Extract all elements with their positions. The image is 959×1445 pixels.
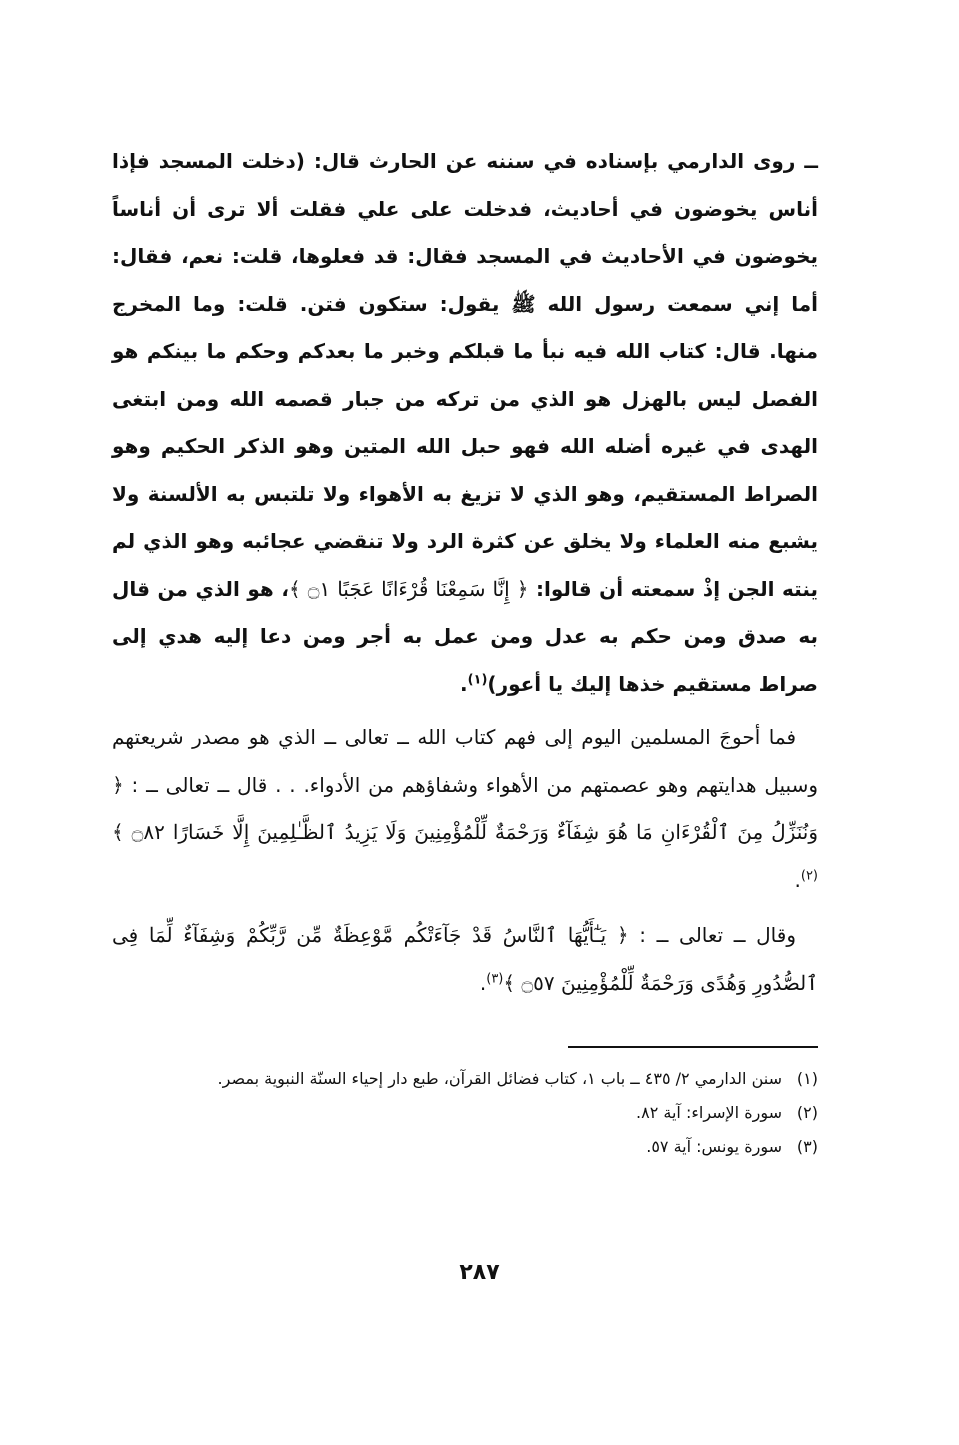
- page-number: ٢٨٧: [459, 1260, 500, 1285]
- quran-verse-isra: ﴿ وَنُنَزِّلُ مِنَ ٱلْقُرْءَانِ مَا هُوَ شِفَآءٌ وَرَحْمَةٌ لِّلْمُؤْمِنِينَ وَلَا يَزِيدُ ٱلظَّـٰلِمِينَ إِلَّا خَسَارًا ۝٨٢ ﴾: [112, 772, 818, 844]
- footnote-ref-3: (٣): [486, 970, 504, 986]
- sentence-end: .: [459, 671, 468, 696]
- hadith-text: ــ روى الدارمي بإسناده في سننه عن الحارث قال: (دخلت المسجد فإذا أناس يخوضون في أحاديث، فدخلت على علي فقلت ألا ترى أن أناساً يخوضون في الأحاديث في المسجد فقال: قد فعلوها، قلت: نعم، فقال: أما إني سمعت رسول الله ﷺ يقول: ستكون فتن. قلت: وما المخرج منها. قال: كتاب الله فيه نبأ ما قبلكم وخبر ما بعدكم وحكم ما بينكم هو الفصل ليس بالهزل هو الذي من تركه من جبار قصمه الله ومن ابتغى الهدى في غيره أضله الله فهو حبل الله المتين وهو الذكر الحكيم وهو الصراط المستقيم، وهو الذي لا تزيغ به الأهواء ولا تلتبس به الألسنة ولا يشبع منه العلماء ولا يخلق عن كثرة الرد ولا تنقضي عجائبه وهو الذي لم ينته الجن إذْ سمعته أن قالوا:: [112, 149, 818, 601]
- footnote-number: (١): [796, 1069, 818, 1088]
- footnote-text: سنن الدارمي ٢/ ٤٣٥ ــ باب ١، كتاب فضائل القرآن، طبع دار إحياء السنّة النبوية بمصر.: [217, 1069, 782, 1088]
- paragraph-need-for-quran: [112, 714, 818, 904]
- hadith-text-continued: ، هو الذي من قال به صدق ومن حكم به عدل ومن عمل به أجر ومن دعا إليه هدي إلى صراط مستقيم خذها إليك يا أعور): [112, 576, 818, 696]
- paragraph-hadith: [112, 138, 818, 708]
- footnote-2: [112, 1096, 818, 1130]
- footnote-number: (٣): [796, 1137, 818, 1156]
- footnote-ref-2: (٢): [800, 867, 818, 883]
- quran-verse-yunus: ﴿ يَـٰٓأَيُّهَا ٱلنَّاسُ قَدْ جَآءَتْكُم مَّوْعِظَةٌ مِّن رَّبِّكُمْ وَشِفَآءٌ لِّمَا فِى ٱلصُّدُورِ وَهُدًى وَرَحْمَةٌ لِّلْمُؤْمِنِينَ ۝٥٧ ﴾: [112, 923, 818, 995]
- quran-verse-jinn: ﴿ إِنَّا سَمِعْنَا قُرْءَانًا عَجَبًا ۝١ ﴾: [289, 576, 529, 601]
- footnote-ref-1: (١): [467, 671, 488, 687]
- footnote-number: (٢): [796, 1103, 818, 1122]
- footnote-1: [112, 1062, 818, 1096]
- main-text: [112, 138, 818, 1007]
- footnote-text: سورة يونس: آية ٥٧.: [646, 1137, 782, 1156]
- footnote-text: سورة الإسراء: آية ٨٢.: [636, 1103, 782, 1122]
- footnotes: [112, 1062, 818, 1164]
- paragraph-text: فما أحوجَ المسلمين اليوم إلى فهم كتاب الله ــ تعالى ــ الذي هو مصدر شريعتهم وسبيل هدايتهم وهو عصمتهم من الأهواء وشفاؤهم من الأدواء. . . قال ــ تعالى ــ :: [112, 725, 819, 797]
- sentence-end: .: [794, 867, 801, 892]
- sentence-end: .: [479, 970, 487, 995]
- footnote-separator: [568, 1046, 818, 1048]
- paragraph-text: وقال ــ تعالى ــ :: [639, 923, 796, 947]
- footnote-3: [112, 1130, 818, 1164]
- paragraph-yunus: [112, 912, 818, 1007]
